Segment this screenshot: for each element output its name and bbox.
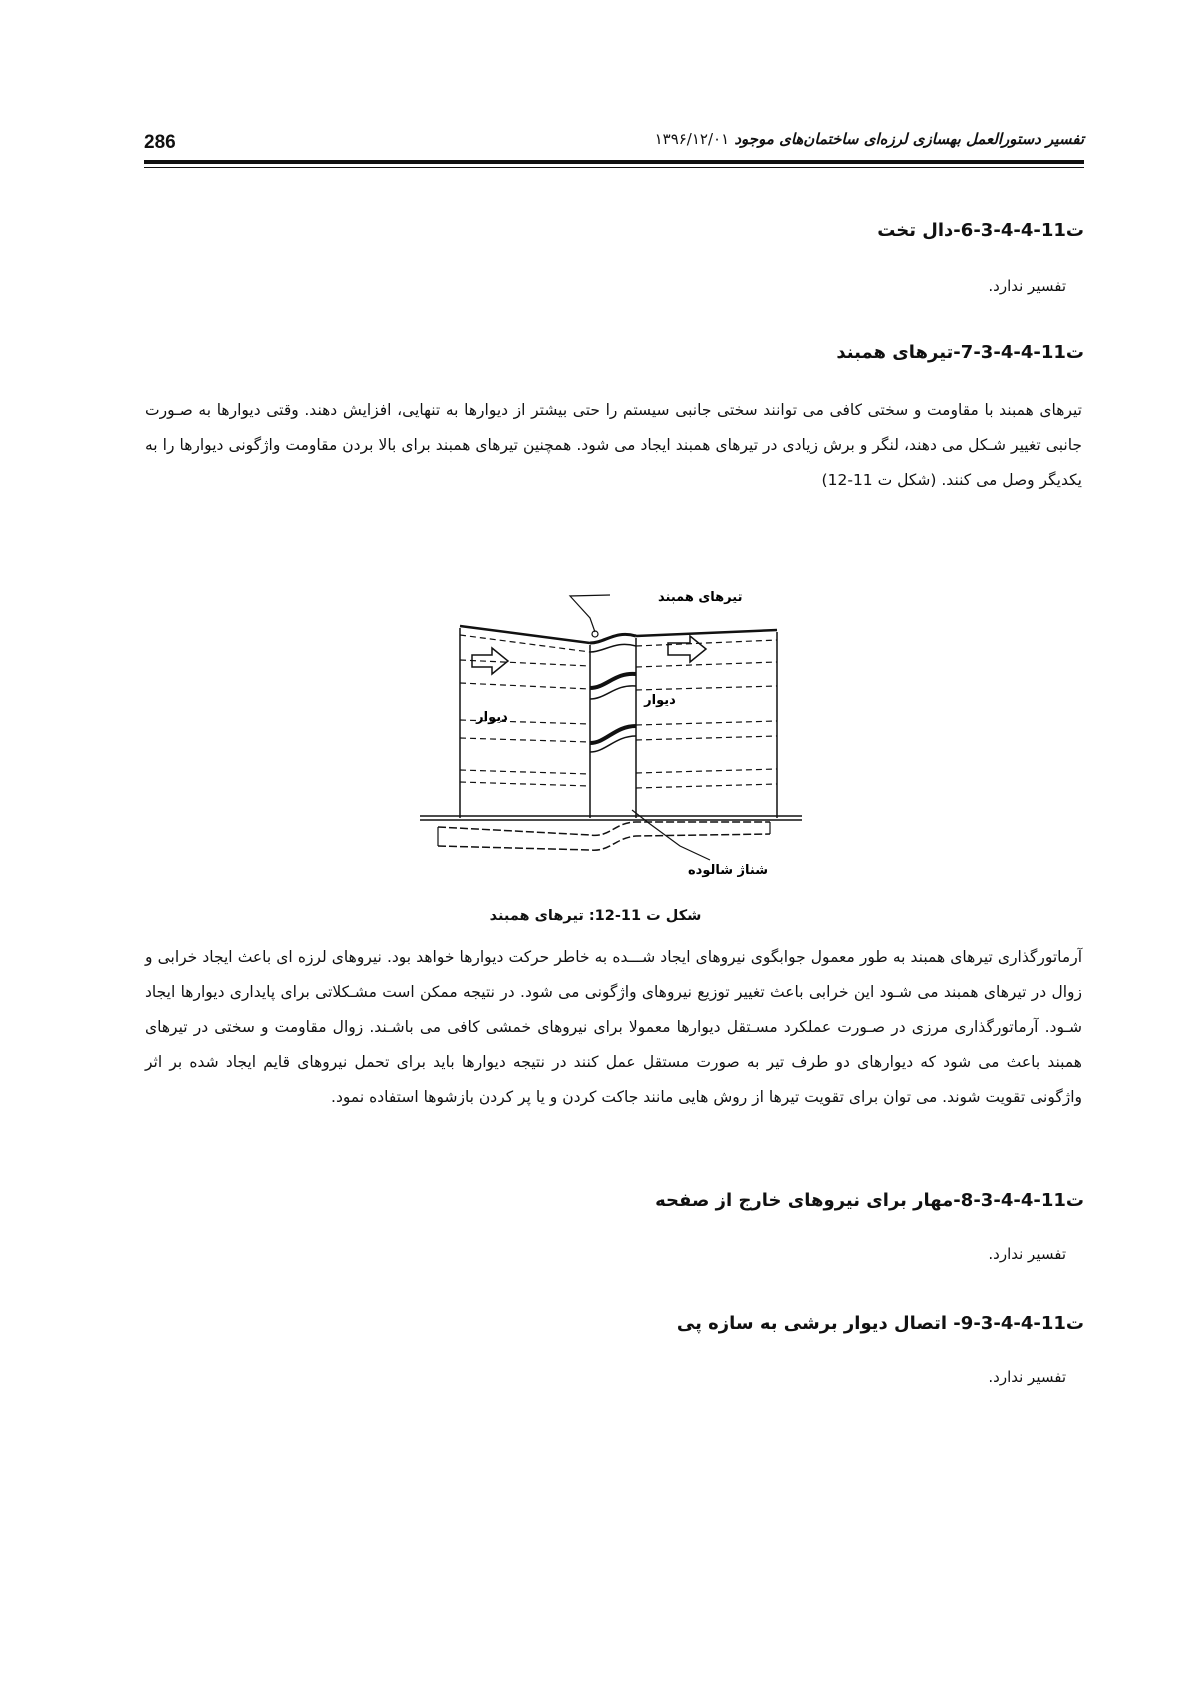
section-note: تفسیر ندارد. <box>988 1368 1066 1386</box>
coupling-beam-diagram <box>410 560 840 900</box>
section-note: تفسیر ندارد. <box>988 277 1066 295</box>
header-rule-thick <box>144 160 1084 164</box>
coupling-beam-figure <box>410 560 840 900</box>
section-note: تفسیر ندارد. <box>988 1245 1066 1263</box>
section-heading-out-of-plane-anchorage: ت11-4-4-3-8-مهار برای نیروهای خارج از صفحه <box>655 1190 1084 1211</box>
section-heading-shear-wall-foundation: ت11-4-4-3-9- اتصال دیوار برشی به سازه پی <box>676 1313 1084 1334</box>
running-title <box>615 130 1084 148</box>
label-wall-left: دیوار <box>476 710 508 725</box>
header-rule-thin <box>144 167 1084 168</box>
paragraph-reinforcement: آرماتورگذاری تیرهای همبند به طور معمول جوابگوی نیروهای ایجاد شـــده به خاطر حرکت دیوارها خواهد بود. نیروهای لرزه ای باعث ایجاد خرابی و زوال در تیرهای همبند می شـود این خرابی باعث تغییر توزیع نیروهای واژگونی می شود. در نتیجه ممکن است مشـکلاتی برای پایداری دیوارها ایجاد شـود. آرماتورگذاری مرزی در صـورت عملکرد مسـتقل دیوارها معمولا برای نیروهای خمشی کافی می باشـند. زوال مقاومت و سختی در تیرهای همبند باعث می شود که دیوارهای دو طرف تیر به صورت مستقل عمل کنند در نتیجه دیوارها باید برای تحمل نیروهای قایم ایجاد شده بر اثر واژگونی تقویت شوند. می توان برای تقویت تیرها از روش هایی مانند جاکت کردن و یا پر کردن بازشوها استفاده نمود. <box>145 948 1082 1106</box>
paragraph-coupling-beams: تیرهای همبند با مقاومت و سختی کافی می توانند سختی جانبی سیستم را حتی بیشتر از دیوارها به تنهایی، افزایش دهند. وقتی دیوارها به صـورت جانبی تغییر شـکل می دهند، لنگر و برش زیادی در تیرهای همبند ایجاد می شود. همچنین تیرهای همبند برای بالا بردن مقاومت واژگونی دیوارها را به یکدیگر وصل می کنند. (شکل ت 11-12) <box>145 401 1082 489</box>
document-title: تفسیر دستورالعمل بهسازی لرزه‌ای ساختمان‌های موجود <box>734 130 1084 148</box>
page-number: 286 <box>144 132 176 153</box>
section-heading-flat-slab: ت11-4-4-3-6-دال تخت <box>877 220 1084 241</box>
label-coupling-beams: تیرهای همبند <box>658 590 743 605</box>
label-foundation-beam: شناژ شالوده <box>687 863 769 878</box>
label-wall-right: دیوار <box>644 693 676 708</box>
figure-caption: شکل ت 11-12: تیرهای همبند <box>489 908 702 924</box>
section-heading-coupling-beams: ت11-4-4-3-7-تیرهای همبند <box>836 342 1084 363</box>
document-date: ۱۳۹۶/۱۲/۰۱ <box>654 130 730 148</box>
